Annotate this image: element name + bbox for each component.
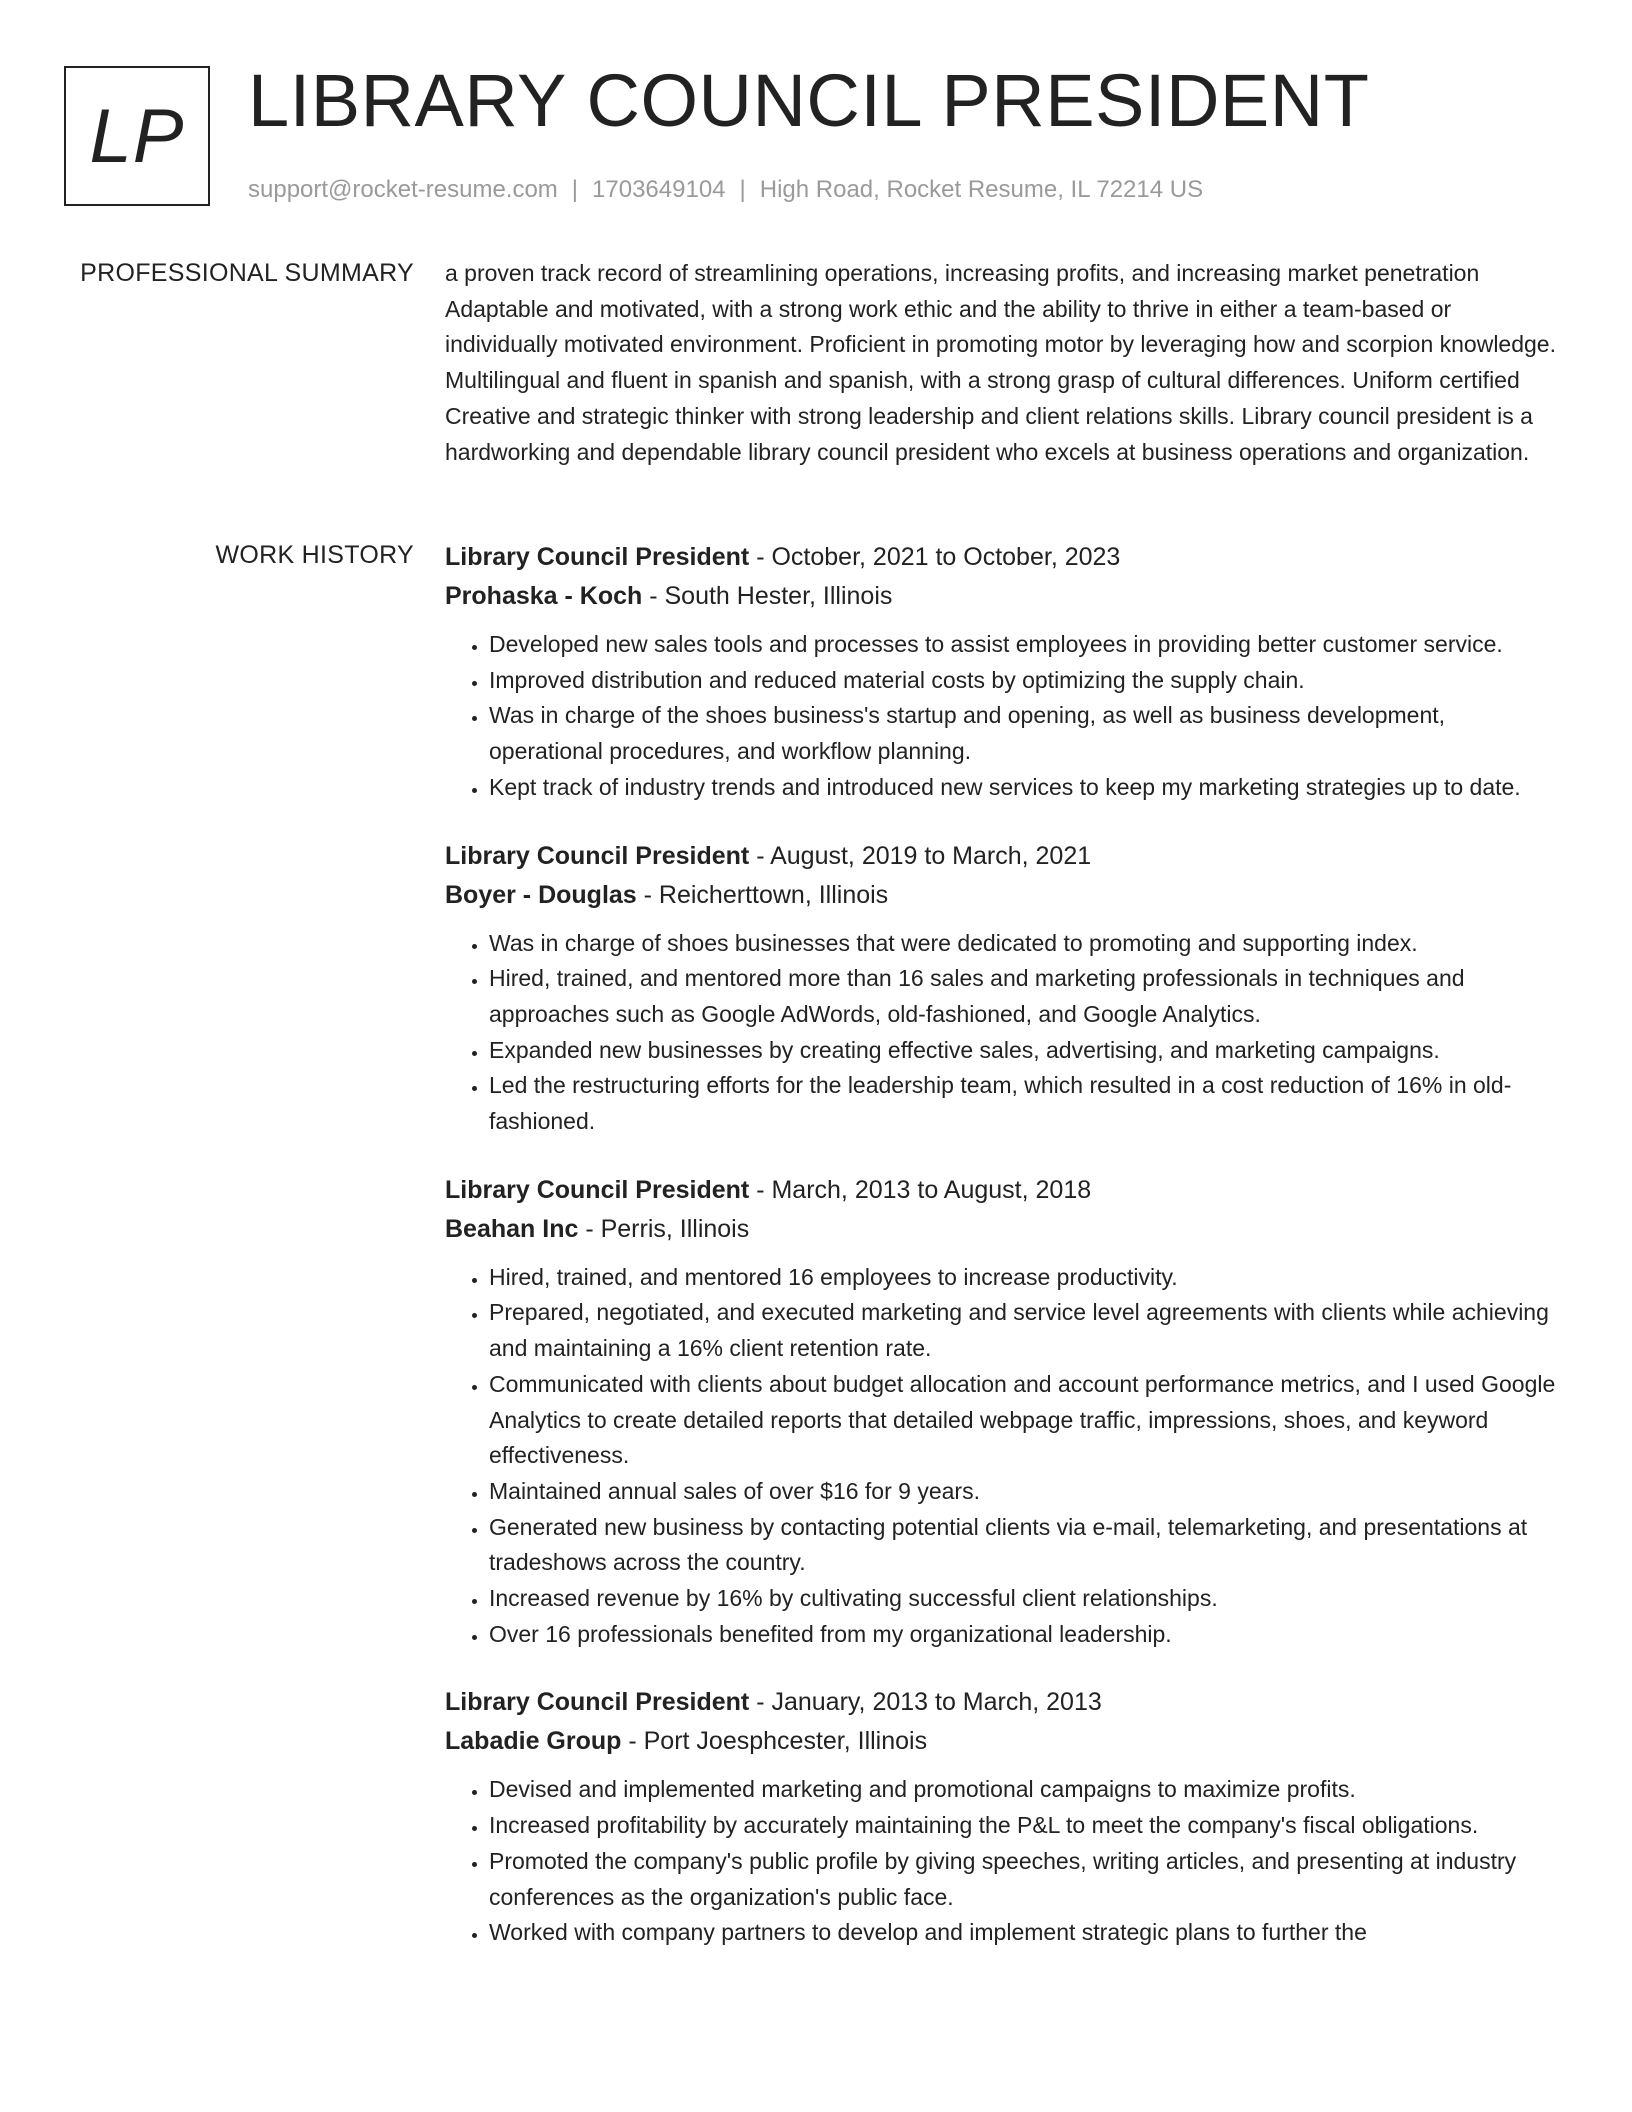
job-title-line bbox=[445, 1683, 1560, 1722]
job-role: Library Council President bbox=[445, 841, 750, 870]
contact-phone: 1703649104 bbox=[592, 176, 726, 203]
monogram-initials: LP bbox=[89, 93, 185, 179]
contact-address: High Road, Rocket Resume, IL 72214 US bbox=[759, 176, 1204, 203]
job-dash: - bbox=[642, 582, 665, 610]
job-entry bbox=[445, 837, 1560, 1140]
job-role: Library Council President bbox=[445, 543, 750, 571]
job-dash: - bbox=[749, 1175, 772, 1204]
job-bullet: • Hired, trained, and mentored 16 employees to increase productivity. bbox=[489, 1260, 1560, 1296]
job-dash: - bbox=[749, 841, 771, 870]
job-bullet: • Was in charge of shoes businesses that were dedicated to promoting and supporting index. bbox=[489, 926, 1560, 962]
job-bullet: • Maintained annual sales of over $16 for 9 years. bbox=[489, 1474, 1560, 1510]
job-bullet-list bbox=[445, 1260, 1560, 1653]
job-bullet: • Led the restructuring efforts for the leadership team, which resulted in a cost reduction of 16% in old-fashioned. bbox=[489, 1068, 1560, 1139]
job-location: Reicherttown, Illinois bbox=[658, 880, 889, 909]
contact-separator: | bbox=[739, 176, 746, 203]
job-company: Beahan Inc bbox=[445, 1214, 579, 1243]
job-bullet: • Communicated with clients about budget allocation and account performance metrics, and I used Google Analytics to create detailed reports that detailed webpage traffic, impressions, shoes, and keyword effectiveness. bbox=[489, 1367, 1560, 1474]
job-dates: October, 2021 to October, 2023 bbox=[771, 543, 1121, 571]
job-dates: March, 2013 to August, 2018 bbox=[771, 1175, 1092, 1204]
job-dates: August, 2019 to March, 2021 bbox=[770, 841, 1092, 870]
job-dash: - bbox=[621, 1727, 644, 1756]
job-company: Prohaska - Koch bbox=[445, 582, 643, 610]
job-dates: January, 2013 to March, 2013 bbox=[771, 1688, 1102, 1717]
contact-line bbox=[248, 174, 1203, 206]
job-company-line bbox=[445, 876, 1560, 915]
job-location: Port Joesphcester, Illinois bbox=[643, 1727, 928, 1756]
job-entry bbox=[445, 1683, 1560, 1951]
job-bullet: • Promoted the company's public profile by giving speeches, writing articles, and presenting at industry conferences as the organization's public face. bbox=[489, 1844, 1560, 1915]
summary-heading: PROFESSIONAL SUMMARY bbox=[80, 259, 414, 287]
job-bullet: • Hired, trained, and mentored more than 16 sales and marketing professionals in techniques and approaches such as Google AdWords, old-fashioned, and Google Analytics. bbox=[489, 961, 1560, 1032]
job-company-line bbox=[445, 1722, 1560, 1761]
job-bullet: • Kept track of industry trends and introduced new services to keep my marketing strategies up to date. bbox=[489, 770, 1560, 806]
job-title-line bbox=[445, 837, 1560, 876]
summary-text: a proven track record of streamlining operations, increasing profits, and increasing market penetration Adaptable and motivated, with a strong work ethic and the ability to thrive in either a team-based or individually motivated environment. Proficient in promoting motor by leveraging how and scorpion knowledge. Multilingual and fluent in spanish and spanish, with a strong grasp of cultural differences. Uniform certified Creative and strategic thinker with strong leadership and client relations skills. Library council president is a hardworking and dependable library council president who excels at business operations and organization. bbox=[445, 260, 1556, 465]
job-company-line bbox=[445, 1210, 1560, 1249]
job-bullet: • Prepared, negotiated, and executed marketing and service level agreements with clients while achieving and maintaining a 16% client retention rate. bbox=[489, 1295, 1560, 1366]
job-bullet: • Generated new business by contacting potential clients via e-mail, telemarketing, and presentations at tradeshows across the country. bbox=[489, 1510, 1560, 1581]
job-bullet-list bbox=[445, 926, 1560, 1140]
job-dash: - bbox=[578, 1214, 601, 1243]
job-bullet: • Improved distribution and reduced material costs by optimizing the supply chain. bbox=[489, 663, 1560, 699]
job-bullet: • Devised and implemented marketing and promotional campaigns to maximize profits. bbox=[489, 1772, 1560, 1808]
job-company-line bbox=[445, 577, 1560, 616]
job-location: Perris, Illinois bbox=[600, 1214, 750, 1243]
resume-title: LIBRARY COUNCIL PRESIDENT bbox=[248, 59, 1370, 142]
work-history-heading: WORK HISTORY bbox=[215, 541, 414, 569]
job-dash: - bbox=[749, 1688, 772, 1717]
job-entry bbox=[445, 538, 1560, 806]
job-dash: - bbox=[636, 880, 659, 909]
job-company: Labadie Group bbox=[445, 1727, 622, 1756]
contact-separator: | bbox=[571, 176, 579, 203]
job-bullet: • Developed new sales tools and processes to assist employees in providing better customer service. bbox=[489, 627, 1560, 663]
job-company: Boyer - Douglas bbox=[445, 880, 637, 909]
contact-email: support@rocket-resume.com bbox=[248, 176, 558, 203]
job-bullet: • Was in charge of the shoes business's startup and opening, as well as business development, operational procedures, and workflow planning. bbox=[489, 698, 1560, 769]
job-bullet: • Increased revenue by 16% by cultivating successful client relationships. bbox=[489, 1581, 1560, 1617]
monogram-logo bbox=[64, 66, 210, 206]
work-history-list bbox=[445, 538, 1560, 1982]
job-bullet: • Over 16 professionals benefited from my organizational leadership. bbox=[489, 1617, 1560, 1653]
summary-body bbox=[445, 256, 1560, 470]
job-bullet-list bbox=[445, 627, 1560, 806]
job-role: Library Council President bbox=[445, 1175, 750, 1204]
job-dash: - bbox=[749, 543, 772, 571]
job-title-line bbox=[445, 1171, 1560, 1210]
job-bullet-list bbox=[445, 1772, 1560, 1951]
job-title-line bbox=[445, 538, 1560, 577]
job-role: Library Council President bbox=[445, 1688, 750, 1717]
job-bullet: • Worked with company partners to develop and implement strategic plans to further the bbox=[489, 1915, 1560, 1951]
job-entry bbox=[445, 1171, 1560, 1653]
job-location: South Hester, Illinois bbox=[664, 582, 893, 610]
job-bullet: • Increased profitability by accurately maintaining the P&L to meet the company's fiscal obligations. bbox=[489, 1808, 1560, 1844]
job-bullet: • Expanded new businesses by creating effective sales, advertising, and marketing campaigns. bbox=[489, 1033, 1560, 1069]
